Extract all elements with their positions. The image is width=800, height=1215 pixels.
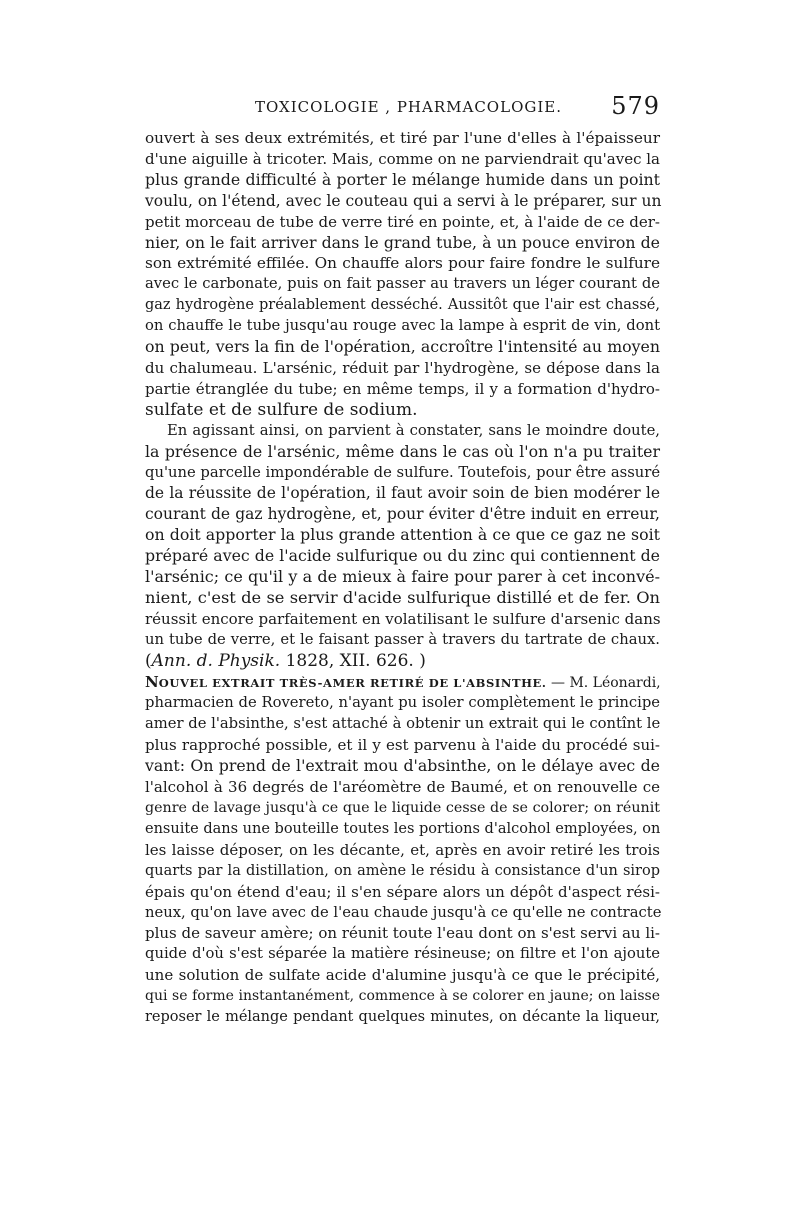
text-fragment: M. Léonardi,: [569, 674, 661, 691]
text-line: quide d'où s'est séparée la matière résineuse; on filtre et l'on ajoute: [145, 945, 660, 963]
text-line: courant de gaz hydrogène, et, pour éviter d'être induit en erreur,: [145, 505, 660, 524]
text-line: l'arsénic; ce qu'il y a de mieux à faire pour parer à cet inconvé-: [145, 567, 660, 587]
body-text: [145, 128, 660, 1028]
text-line: genre de lavage jusqu'à ce que le liquide cesse de se colorer; on réunit: [145, 800, 660, 816]
text-line: on doit apporter la plus grande attention à ce que ce gaz ne soit: [145, 525, 660, 545]
paragraph-arsenic-detection: [145, 421, 660, 672]
text-line: qu'une parcelle impondérable de sulfure. Toutefois, pour être assuré: [145, 463, 661, 481]
text-line: la présence de l'arsénic, même dans le cas où l'on n'a pu traiter: [145, 441, 660, 461]
text-line: son extrémité effilée. On chauffe alors pour faire fondre le sulfure: [145, 254, 660, 273]
text-line: épais qu'on étend d'eau; il s'en sépare alors un dépôt d'aspect rési-: [145, 882, 660, 901]
text-line: sulfate et de sulfure de sodium.: [145, 399, 418, 420]
text-line: reposer le mélange pendant quelques minutes, on décante la liqueur,: [145, 1009, 660, 1026]
text-line: ensuite dans une bouteille toutes les portions d'alcohol employées, on: [145, 820, 661, 837]
text-line: on chauffe le tube jusqu'au rouge avec la lampe à esprit de vin, dont: [145, 317, 660, 335]
text-line: l'alcohol à 36 degrés de l'aréomètre de Baumé, et on renouvelle ce: [145, 778, 660, 797]
running-head: [145, 92, 660, 122]
heading-dash: —: [546, 674, 570, 691]
text-line: plus rapproché possible, et il y est parvenu à l'aide du procédé sui-: [145, 736, 660, 755]
text-line: neux, qu'on lave avec de l'eau chaude jusqu'à ce qu'elle ne contracte: [145, 903, 662, 921]
text-line: ouvert à ses deux extrémités, et tiré par l'une d'elles à l'épaisseur: [145, 129, 660, 147]
section-heading-line: [145, 672, 660, 694]
text-line: du chalumeau. L'arsénic, réduit par l'hydrogène, se dépose dans la: [145, 358, 660, 377]
text-line: on peut, vers la fin de l'opération, accroître l'intensité au moyen: [145, 337, 660, 357]
text-line: avec le carbonate, puis on fait passer au travers un léger courant de: [145, 275, 660, 293]
text-line: quarts par la distillation, on amène le résidu à consistance d'un sirop: [145, 862, 660, 879]
citation: [145, 651, 660, 672]
text-line: vant: On prend de l'extrait mou d'absinthe, on le délaye avec de: [145, 756, 660, 776]
text-line: partie étranglée du tube; en même temps, il y a formation d'hydro-: [145, 379, 660, 398]
running-head-title: TOXICOLOGIE , PHARMACOLOGIE.: [255, 98, 562, 116]
text-line: nient, c'est de se servir d'acide sulfurique distillé et de fer. On: [145, 587, 660, 607]
section-heading-initial: N: [145, 672, 159, 691]
text-line: nier, on le fait arriver dans le grand tube, à un pouce environ de: [145, 232, 660, 252]
citation-journal: Ann. d. Physik.: [151, 650, 281, 671]
citation-open: (: [145, 650, 152, 671]
section-heading: OUVEL EXTRAIT TRÈS-AMER RETIRÉ DE L'ABSINTHE.: [158, 675, 547, 690]
page-number: 579: [611, 92, 660, 120]
text-line: qui se forme instantanément, commence à se colorer en jaune; on laisse: [145, 988, 660, 1005]
text-line: pharmacien de Rovereto, n'ayant pu isoler complètement le principe: [145, 694, 660, 712]
text-line: petit morceau de tube de verre tiré en pointe, et, à l'aide de ce der-: [145, 212, 660, 231]
text-line: gaz hydrogène préalablement desséché. Aussitôt que l'air est chassé,: [145, 297, 660, 314]
text-line: plus grande difficulté à porter le mélange humide dans un point: [145, 169, 660, 189]
text-line: réussit encore parfaitement en volatilisant le sulfure d'arsenic dans: [145, 609, 661, 628]
text-line: une solution de sulfate acide d'alumine jusqu'à ce que le précipité,: [145, 966, 660, 985]
text-line: plus de saveur amère; on réunit toute l'eau dont on s'est servi au li-: [145, 924, 660, 943]
text-line: un tube de verre, et le faisant passer à travers du tartrate de chaux.: [145, 630, 660, 648]
text-line: amer de l'absinthe, s'est attaché à obtenir un extrait qui le contînt le: [145, 715, 661, 733]
text-line: voulu, on l'étend, avec le couteau qui a servi à le préparer, sur un: [145, 191, 662, 210]
text-line: préparé avec de l'acide sulfurique ou du zinc qui contiennent de: [145, 546, 660, 566]
text-line: de la réussite de l'opération, il faut avoir soin de bien modérer le: [145, 484, 660, 503]
text-line: d'une aiguille à tricoter. Mais, comme on ne parviendrait qu'avec la: [145, 149, 660, 168]
text-line: En agissant ainsi, on parvient à constater, sans le moindre doute,: [167, 421, 660, 439]
text-line: les laisse déposer, on les décante, et, après en avoir retiré les trois: [145, 840, 660, 859]
paragraph-absinthe-extract: [145, 672, 660, 1028]
paragraph-continuation: [145, 128, 660, 421]
citation-ref: 1828, XII. 626. ): [280, 650, 426, 671]
